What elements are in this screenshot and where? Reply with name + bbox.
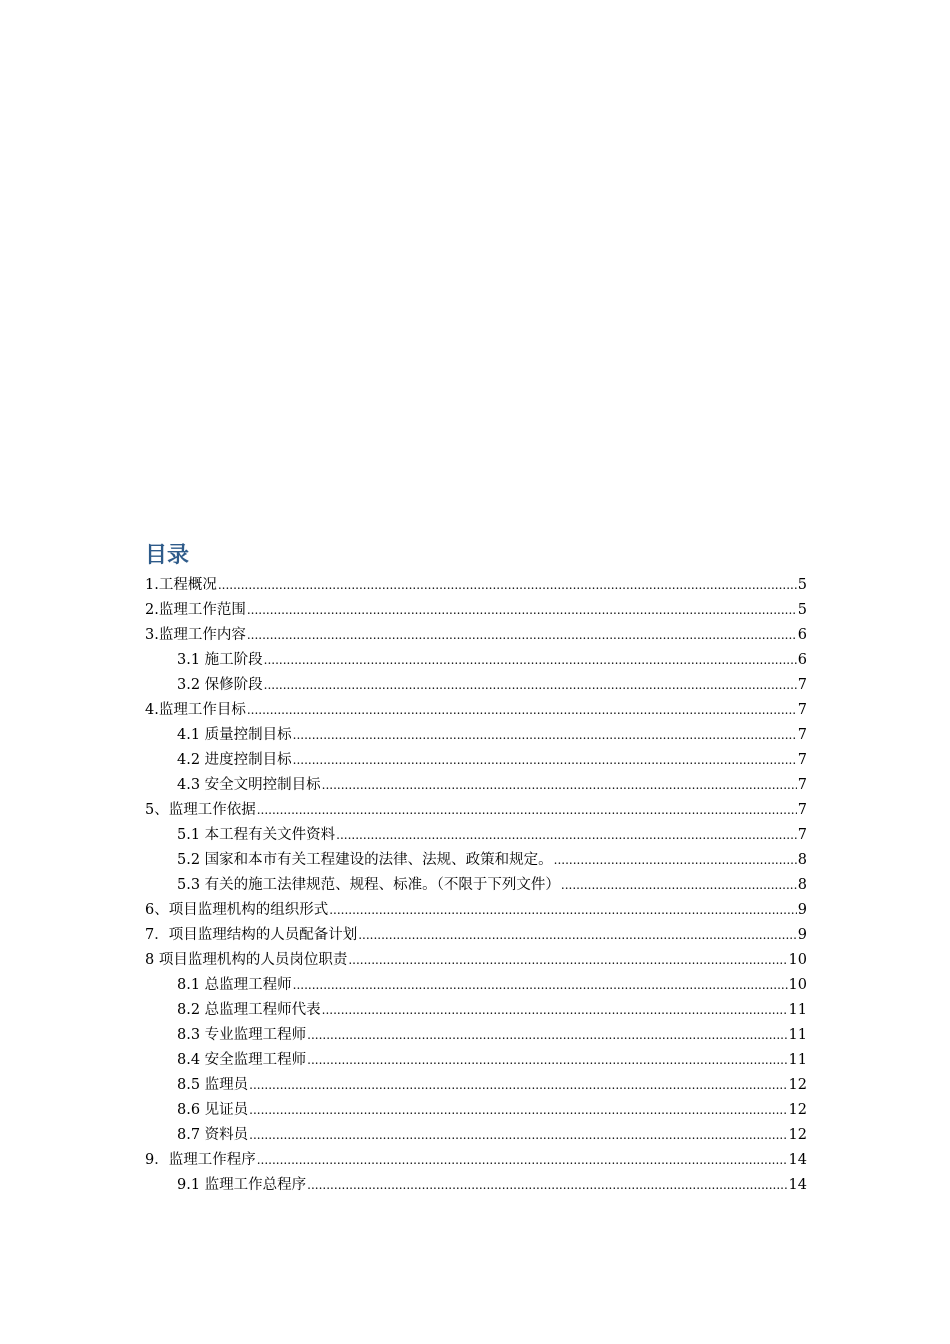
- toc-entry[interactable]: [145, 1123, 807, 1148]
- toc-entry[interactable]: [145, 1148, 807, 1173]
- toc-entry-label: 8.1 总监理工程师: [177, 977, 292, 993]
- toc-entry-page: 10: [788, 952, 807, 968]
- toc-entry-page: 6: [797, 627, 807, 643]
- toc-entry-label: 4.监理工作目标: [145, 702, 246, 718]
- toc-entry-page: 7: [797, 752, 807, 768]
- toc-entry-page: 9: [797, 902, 807, 918]
- toc-leader-dots: [247, 623, 797, 648]
- toc-entry-label: 8.3 专业监理工程师: [177, 1027, 307, 1043]
- toc-entry-label: 4.1 质量控制目标: [177, 727, 292, 743]
- toc-leader-dots: [293, 973, 788, 998]
- toc-entry-label: 3.2 保修阶段: [177, 677, 263, 693]
- toc-leader-dots: [307, 1173, 787, 1198]
- toc-entry[interactable]: [145, 698, 807, 723]
- toc-entry-label: 8.2 总监理工程师代表: [177, 1002, 321, 1018]
- toc-entry-page: 12: [788, 1102, 807, 1118]
- toc-leader-dots: [249, 1098, 787, 1123]
- toc-leader-dots: [322, 773, 797, 798]
- toc-leader-dots: [293, 723, 797, 748]
- toc-entry-page: 12: [788, 1077, 807, 1093]
- toc-entry-page: 7: [797, 802, 807, 818]
- toc-entry[interactable]: [145, 573, 807, 598]
- toc-entry[interactable]: [145, 898, 807, 923]
- toc-leader-dots: [249, 1073, 787, 1098]
- toc-entry[interactable]: [145, 848, 807, 873]
- toc-entry[interactable]: [145, 773, 807, 798]
- toc-leader-dots: [336, 823, 797, 848]
- toc-entry-page: 5: [797, 602, 807, 618]
- toc-entry-label: 5、监理工作依据: [145, 802, 256, 818]
- toc-entry[interactable]: [145, 1098, 807, 1123]
- toc-leader-dots: [307, 1023, 787, 1048]
- toc-leader-dots: [554, 848, 797, 873]
- toc-entry-label: 9．监理工作程序: [145, 1152, 256, 1168]
- toc-entry-page: 11: [788, 1027, 807, 1043]
- toc-entry-label: 9.1 监理工作总程序: [177, 1177, 307, 1193]
- toc-entry-label: 8.4 安全监理工程师: [177, 1052, 307, 1068]
- toc-entry[interactable]: [145, 1173, 807, 1198]
- toc-leader-dots: [561, 873, 797, 898]
- toc-entry[interactable]: [145, 1048, 807, 1073]
- toc-entry-page: 8: [797, 852, 807, 868]
- toc-entry[interactable]: [145, 1073, 807, 1098]
- toc-entry[interactable]: [145, 598, 807, 623]
- toc-entry[interactable]: [145, 673, 807, 698]
- toc-entry-page: 11: [788, 1002, 807, 1018]
- toc-leader-dots: [329, 898, 797, 923]
- toc-leader-dots: [257, 798, 797, 823]
- toc-entry-label: 5.3 有关的施工法律规范、规程、标准。（不限于下列文件）: [177, 877, 560, 893]
- toc-entry-page: 10: [788, 977, 807, 993]
- toc-entry-page: 7: [797, 702, 807, 718]
- toc-entry[interactable]: [145, 623, 807, 648]
- toc-entry-page: 7: [797, 827, 807, 843]
- toc-entry[interactable]: [145, 948, 807, 973]
- toc-entry[interactable]: [145, 823, 807, 848]
- toc-entry-label: 4.3 安全文明控制目标: [177, 777, 321, 793]
- toc-entry[interactable]: [145, 748, 807, 773]
- toc-leader-dots: [307, 1048, 787, 1073]
- toc-leader-dots: [264, 648, 797, 673]
- toc-entry-page: 11: [788, 1052, 807, 1068]
- toc-entry-page: 7: [797, 677, 807, 693]
- toc-entry[interactable]: [145, 873, 807, 898]
- toc-entry-page: 5: [797, 577, 807, 593]
- toc-entry-page: 12: [788, 1127, 807, 1143]
- toc-entry-label: 6、项目监理机构的组织形式: [145, 902, 329, 918]
- toc-leader-dots: [322, 998, 788, 1023]
- toc-entry-page: 8: [797, 877, 807, 893]
- toc-leader-dots: [218, 573, 797, 598]
- toc-entry-page: 9: [797, 927, 807, 943]
- toc-entry-label: 2.监理工作范围: [145, 602, 246, 618]
- toc-entry-label: 1.工程概况: [145, 577, 217, 593]
- toc-leader-dots: [249, 1123, 787, 1148]
- toc-entry-label: 7．项目监理结构的人员配备计划: [145, 927, 358, 943]
- toc-leader-dots: [247, 598, 797, 623]
- toc-entry[interactable]: [145, 923, 807, 948]
- toc-leader-dots: [348, 948, 787, 973]
- toc-entry[interactable]: [145, 1023, 807, 1048]
- toc-entry[interactable]: [145, 798, 807, 823]
- toc-entry-label: 8.5 监理员: [177, 1077, 249, 1093]
- toc-leader-dots: [358, 923, 797, 948]
- toc-entry-page: 14: [788, 1152, 807, 1168]
- toc-entry[interactable]: [145, 648, 807, 673]
- toc-entry-label: 8.7 资料员: [177, 1127, 249, 1143]
- toc-entry[interactable]: [145, 998, 807, 1023]
- toc-entry[interactable]: [145, 723, 807, 748]
- toc-leader-dots: [293, 748, 797, 773]
- toc-entry-label: 3.1 施工阶段: [177, 652, 263, 668]
- toc-entry-page: 6: [797, 652, 807, 668]
- toc-entry-label: 5.2 国家和本市有关工程建设的法律、法规、政策和规定。: [177, 852, 553, 868]
- toc-title: 目录: [145, 543, 190, 568]
- toc-leader-dots: [247, 698, 797, 723]
- toc-entry-label: 5.1 本工程有关文件资料: [177, 827, 336, 843]
- toc-entry-page: 7: [797, 727, 807, 743]
- toc-entry-page: 14: [788, 1177, 807, 1193]
- toc-entry[interactable]: [145, 973, 807, 998]
- toc-list: [145, 573, 807, 1198]
- toc-leader-dots: [257, 1148, 788, 1173]
- toc-entry-label: 8.6 见证员: [177, 1102, 249, 1118]
- toc-entry-label: 4.2 进度控制目标: [177, 752, 292, 768]
- toc-leader-dots: [264, 673, 797, 698]
- toc-entry-label: 3.监理工作内容: [145, 627, 246, 643]
- toc-entry-page: 7: [797, 777, 807, 793]
- toc-entry-label: 8 项目监理机构的人员岗位职责: [145, 952, 348, 968]
